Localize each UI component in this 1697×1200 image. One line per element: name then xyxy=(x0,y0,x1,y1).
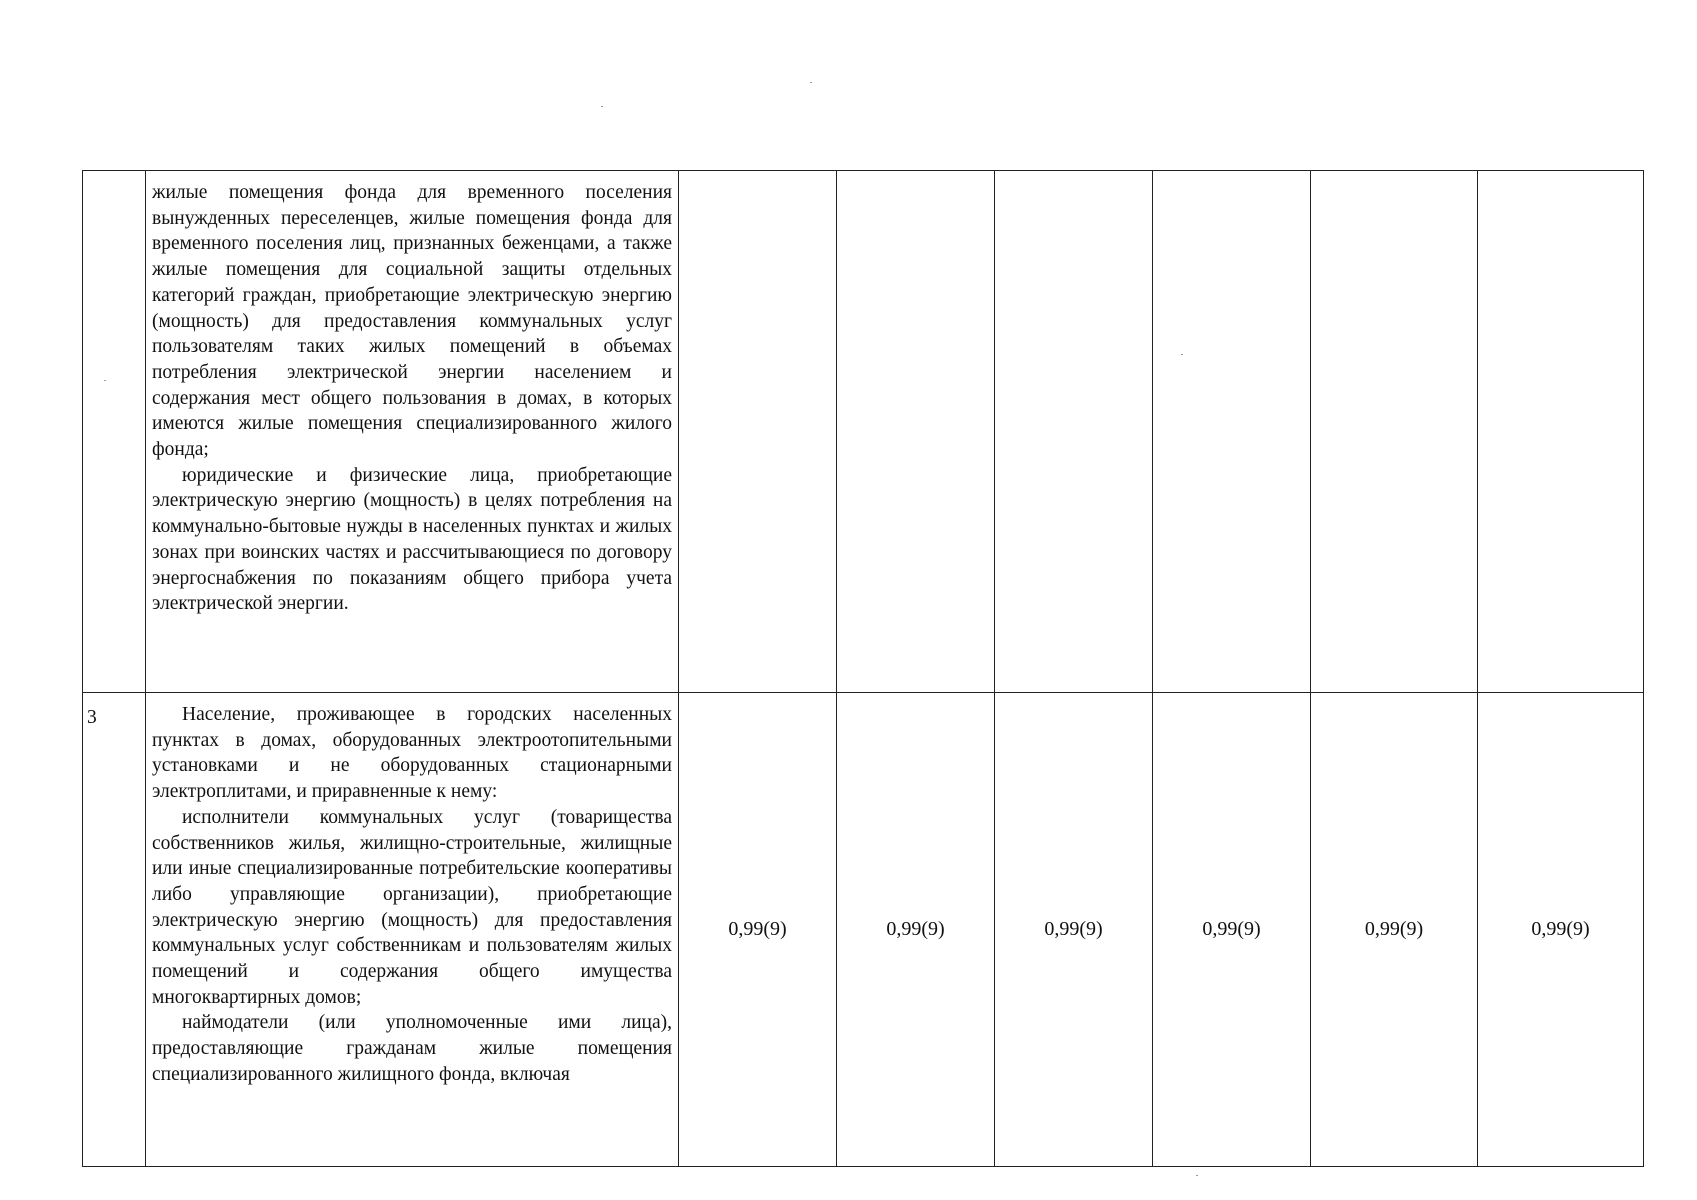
consumer-category-cell xyxy=(146,171,679,693)
scan-speck xyxy=(601,106,603,107)
coefficient-cell xyxy=(837,171,995,693)
coefficient-cell: 0,99(9) xyxy=(1153,693,1311,1167)
coefficient-cell xyxy=(1478,171,1644,693)
coefficient-cell xyxy=(995,171,1153,693)
coefficient-cell: 0,99(9) xyxy=(995,693,1153,1167)
category-paragraph: юридические и физические лица, приобретающие электрическую энергию (мощность) в целях потребления на коммунально-бытовые нужды в населенных пунктах и жилых зонах при воинских частях и рассчитывающиеся по договору энергоснабжения по показаниям общего прибора учета электрической энергии. xyxy=(152,464,672,615)
consumer-category-cell xyxy=(146,693,679,1167)
category-paragraph: жилые помещения фонда для временного поселения вынужденных переселенцев, жилые помещения фонда для временного поселения лиц, признанных беженцами, а также жилые помещения для социальной защиты отдельных категорий граждан, приобретающие электрическую энергию (мощность) для предоставления коммунальных услуг пользователям таких жилых помещений в объемах потребления электрической энергии населением и содержания мест общего пользования в домах, в которых имеются жилые помещения специализированного жилого фонда; xyxy=(152,182,672,461)
coefficient-cell: 0,99(9) xyxy=(1478,693,1644,1167)
category-paragraph: исполнители коммунальных услуг (товарищества собственников жилья, жилищно-строительные, жилищные или иные специализированные потребительские кооперативы либо управляющие организации), приобретающие электрическую энергию (мощность) для предоставления коммунальных услуг собственникам и пользователям жилых помещений и содержания общего имущества многоквартирных домов; xyxy=(152,806,672,1008)
tariff-table xyxy=(82,170,1644,1167)
row-number: 3 xyxy=(83,693,146,1167)
coefficient-cell: 0,99(9) xyxy=(837,693,995,1167)
scan-speck xyxy=(1196,1175,1198,1176)
category-paragraph: Население, проживающее в городских населенных пунктах в домах, оборудованных электроотопительными установками и не оборудованных стационарными электроплитами, и приравненные к нему: xyxy=(152,704,672,803)
row-number xyxy=(83,171,146,693)
coefficient-cell xyxy=(1311,171,1478,693)
category-paragraph: наймодатели (или уполномоченные ими лица), предоставляющие гражданам жилые помещения специализированного жилищного фонда, включая xyxy=(152,1012,672,1085)
coefficient-cell xyxy=(1153,171,1311,693)
scan-speck xyxy=(810,82,812,83)
coefficient-cell: 0,99(9) xyxy=(1311,693,1478,1167)
table-row xyxy=(83,171,1644,693)
coefficient-cell: 0,99(9) xyxy=(679,693,837,1167)
coefficient-cell xyxy=(679,171,837,693)
table-row xyxy=(83,693,1644,1167)
